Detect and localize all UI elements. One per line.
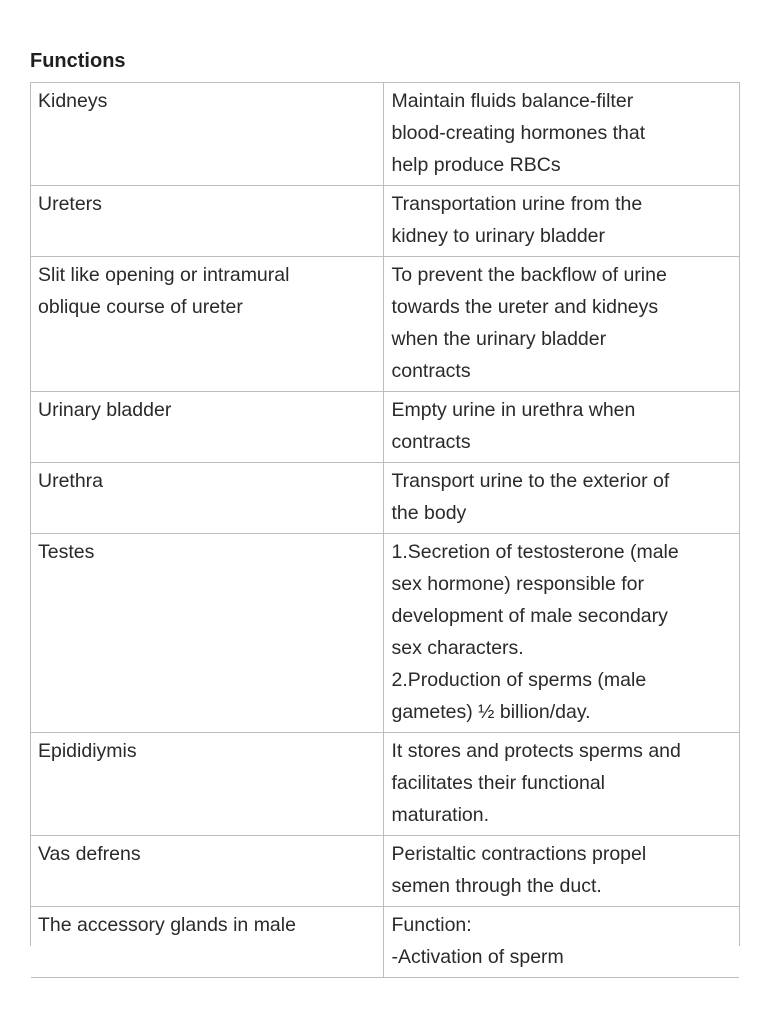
function-cell xyxy=(384,733,739,836)
organ-cell xyxy=(31,463,384,534)
organ-cell xyxy=(31,83,384,186)
function-text-line: the body xyxy=(391,502,467,524)
function-text-line: 2.Production of sperms (male xyxy=(391,669,647,691)
function-text-line: Empty urine in urethra when xyxy=(391,399,636,421)
function-text-line: 1.Secretion of testosterone (male xyxy=(391,541,679,563)
function-text-line: Transport urine to the exterior of xyxy=(391,470,670,492)
table-row xyxy=(31,907,739,978)
page-heading: Functions xyxy=(30,50,126,72)
organ-text-line: Slit like opening or intramural xyxy=(38,264,290,286)
function-text-line: contracts xyxy=(391,360,471,382)
organ-cell xyxy=(31,907,384,978)
function-text-line: sex hormone) responsible for xyxy=(391,573,645,595)
function-cell xyxy=(384,83,739,186)
function-cell xyxy=(384,463,739,534)
table-row xyxy=(31,186,739,257)
organ-text-line: Urethra xyxy=(38,470,104,492)
function-text-line: Transportation urine from the xyxy=(391,193,643,215)
function-cell xyxy=(384,836,739,907)
function-text-line: when the urinary bladder xyxy=(391,328,607,350)
table-row xyxy=(31,733,739,836)
functions-table-body xyxy=(31,83,739,978)
organ-text-line: Epididiymis xyxy=(38,740,137,762)
function-text-line: blood-creating hormones that xyxy=(391,122,646,144)
organ-text-line: oblique course of ureter xyxy=(38,296,243,318)
function-cell xyxy=(384,257,739,392)
function-text-line: contracts xyxy=(391,431,471,453)
function-text-line: Maintain fluids balance-filter xyxy=(391,90,634,112)
function-text-line: It stores and protects sperms and xyxy=(391,740,681,762)
table-row xyxy=(31,392,739,463)
organ-text-line: Kidneys xyxy=(38,90,108,112)
function-text-line: maturation. xyxy=(391,804,490,826)
organ-cell xyxy=(31,733,384,836)
organ-text-line: The accessory glands in male xyxy=(38,914,296,936)
organ-cell xyxy=(31,257,384,392)
table-row xyxy=(31,463,739,534)
table-row xyxy=(31,257,739,392)
organ-cell xyxy=(31,392,384,463)
functions-table xyxy=(31,83,739,978)
functions-table-container xyxy=(30,82,740,968)
function-text-line: sex characters. xyxy=(391,637,524,659)
function-text-line: facilitates their functional xyxy=(391,772,606,794)
organ-cell xyxy=(31,186,384,257)
function-text-line: gametes) ½ billion/day. xyxy=(391,701,591,723)
function-text-line: help produce RBCs xyxy=(391,154,561,176)
organ-text-line: Vas defrens xyxy=(38,843,141,865)
function-cell xyxy=(384,186,739,257)
function-cell xyxy=(384,392,739,463)
function-cell xyxy=(384,907,739,978)
organ-text-line: Testes xyxy=(38,541,95,563)
function-text-line: To prevent the backflow of urine xyxy=(391,264,667,286)
function-text-line: towards the ureter and kidneys xyxy=(391,296,659,318)
function-text-line: -Activation of sperm xyxy=(391,946,564,968)
organ-text-line: Ureters xyxy=(38,193,102,215)
function-text-line: kidney to urinary bladder xyxy=(391,225,606,247)
table-row xyxy=(31,836,739,907)
organ-cell xyxy=(31,836,384,907)
organ-text-line: Urinary bladder xyxy=(38,399,172,421)
table-row xyxy=(31,83,739,186)
function-text-line: Function: xyxy=(391,914,472,936)
function-text-line: Peristaltic contractions propel xyxy=(391,843,647,865)
function-text-line: semen through the duct. xyxy=(391,875,602,897)
function-cell xyxy=(384,534,739,733)
function-text-line: development of male secondary xyxy=(391,605,668,627)
table-row xyxy=(31,534,739,733)
organ-cell xyxy=(31,534,384,733)
